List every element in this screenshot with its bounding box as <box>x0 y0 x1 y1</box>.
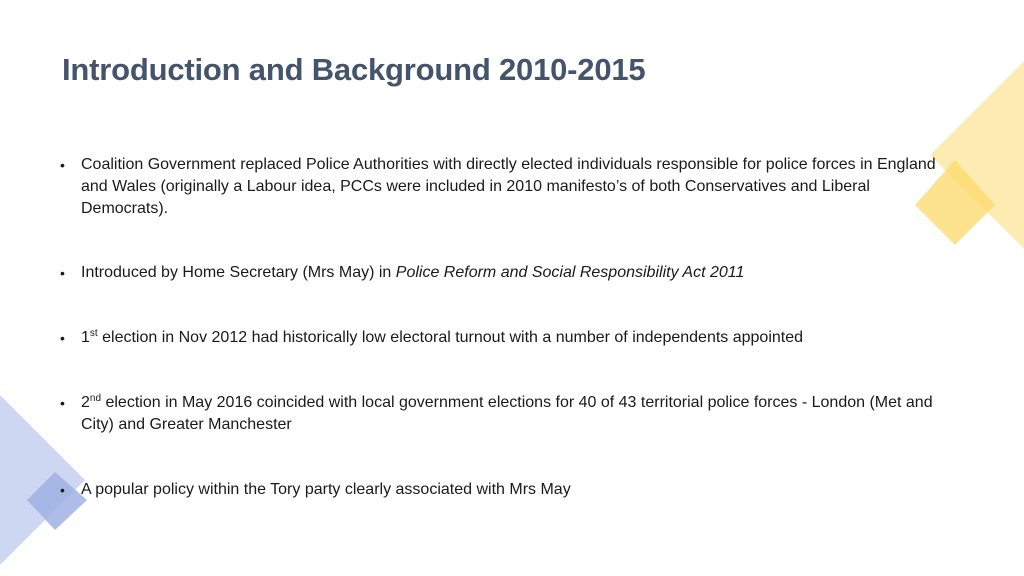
act-title: Police Reform and Social Responsibility Act 2011 <box>395 264 745 281</box>
bullet-text: election in May 2016 coincided with local government elections for 40 of 43 territorial police forces - London (Met and City) and Greater Manchester <box>81 394 933 433</box>
ordinal-suffix: nd <box>89 393 102 404</box>
bullet-text: A popular policy within the Tory party clearly associated with Mrs May <box>81 481 571 498</box>
bullet-dot: • <box>60 265 65 281</box>
bullet-dot: • <box>60 482 65 498</box>
ordinal-number: 2 <box>81 394 90 411</box>
bullet-item <box>58 154 958 220</box>
bullet-text: Coalition Government replaced Police Authorities with directly elected individuals responsible for police forces in England and Wales (originally a Labour idea, PCCs were included in 2010 manifesto’s of both Conservatives and Liberal Democrats). <box>81 156 936 217</box>
bullet-dot: • <box>60 330 65 346</box>
ordinal-suffix: st <box>89 328 98 339</box>
bullet-item <box>58 479 958 501</box>
bullet-item <box>58 327 958 349</box>
bullet-item <box>58 392 958 436</box>
bullet-item <box>58 262 958 284</box>
bullet-dot: • <box>60 395 65 411</box>
bullet-text: Introduced by Home Secretary (Mrs May) in <box>81 264 396 281</box>
slide-title: Introduction and Background 2010-2015 <box>62 52 646 87</box>
bullet-dot: • <box>60 157 65 173</box>
ordinal-number: 1 <box>81 329 90 346</box>
bullet-text: election in Nov 2012 had historically low electoral turnout with a number of independents appointed <box>97 329 804 346</box>
